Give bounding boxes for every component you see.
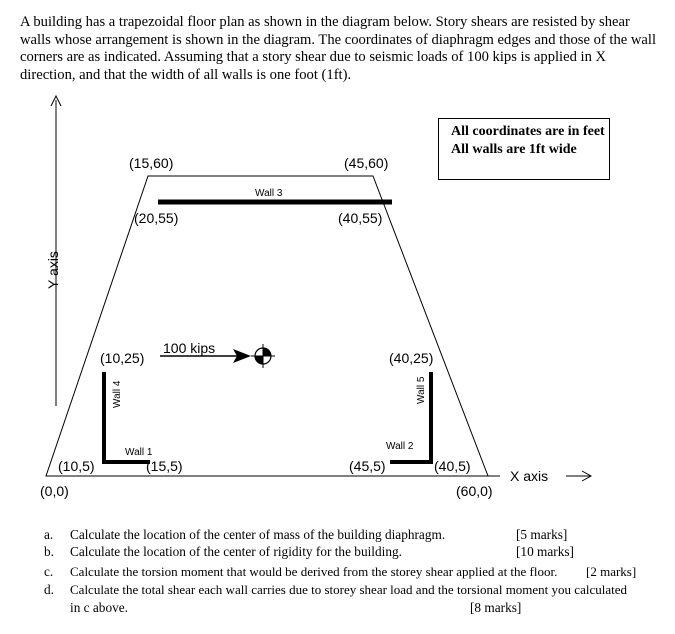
problem-statement: A building has a trapezoidal floor plan as shown in the diagram below. Story shears are resisted by shear walls whose arrangement is shown in the diagram. The coordinates of diaphragm edges and those of the wall corners are as indicated. Assuming that a story shear due to seismic loads of 100 kips is applied in X direction, and that the width of all walls is one foot (1ft). [20, 14, 657, 83]
units-note-line-2: All walls are 1ft wide [451, 142, 577, 157]
coord-origin: (0,0) [40, 483, 69, 499]
coord-wall2-left: (45,5) [349, 458, 386, 474]
question-text: Calculate the torsion moment that would be derived from the storey shear applied at the floor. [70, 564, 558, 579]
coord-wall1-right: (15,5) [146, 458, 183, 474]
coord-top-right: (45,60) [344, 155, 389, 171]
question-text-continued: in c above. [70, 600, 128, 615]
question-marks: [8 marks] [470, 600, 522, 615]
question-letter: b. [44, 544, 54, 559]
coord-wall3-left: (20,55) [134, 210, 179, 226]
coord-wall4-top: (10,25) [100, 350, 145, 366]
coord-bottom-right: (40,5) [434, 458, 471, 474]
question-letter: c. [44, 564, 54, 579]
wall-1-label: Wall 1 [125, 447, 153, 458]
question-text: Calculate the location of the center of mass of the building diaphragm. [70, 527, 446, 542]
question-text: Calculate the location of the center of rigidity for the building. [70, 544, 402, 559]
question-letter: d. [44, 582, 54, 597]
units-note-line-1: All coordinates are in feet [451, 124, 605, 139]
wall-3-label: Wall 3 [255, 188, 283, 199]
y-axis-label: Y axis [45, 251, 61, 289]
wall-5-label: Wall 5 [416, 376, 427, 404]
coord-wall5-top: (40,25) [389, 350, 434, 366]
question-letter: a. [44, 527, 54, 542]
question-text: Calculate the total shear each wall carries due to storey shear load and the torsional moment you calculated [70, 582, 627, 597]
wall-4-label: Wall 4 [112, 380, 123, 408]
load-label: 100 kips [163, 340, 216, 356]
x-axis-label: X axis [510, 468, 549, 484]
diaphragm-outline [46, 176, 488, 476]
coord-base-right: (60,0) [456, 483, 493, 499]
units-note-box [438, 118, 610, 180]
question-marks: [2 marks] [586, 564, 637, 579]
coord-bottom-left: (10,5) [58, 458, 95, 474]
wall-2-label: Wall 2 [386, 441, 414, 452]
coord-top-left: (15,60) [129, 155, 174, 171]
question-marks: [10 marks] [516, 544, 574, 559]
center-of-mass-icon [251, 344, 275, 368]
coord-wall3-right: (40,55) [338, 210, 383, 226]
question-marks: [5 marks] [516, 527, 568, 542]
